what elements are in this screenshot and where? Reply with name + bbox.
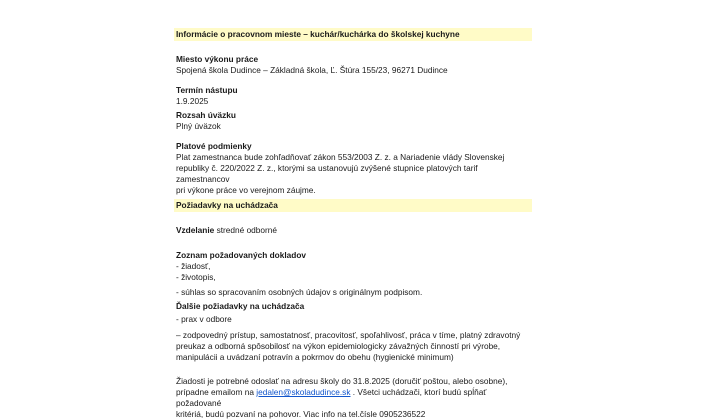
start-heading: Termín nástupu (176, 85, 238, 95)
footer-line-2 (176, 387, 532, 409)
scope-value: Plný úväzok (176, 121, 221, 131)
documents-item-2: - životopis, (176, 272, 216, 282)
education-label: Vzdelanie (176, 225, 215, 235)
email-link[interactable]: jedalen@skoladudince.sk (256, 387, 351, 397)
documents-item-3: - súhlas so spracovaním osobných údajov s originálnym podpisom. (176, 287, 423, 297)
footer-line-2-suffix: . Všetci uchádzači, ktorí budú spĺňať požadované (176, 387, 487, 408)
other-item-2-line-2: preukaz a odborná spôsobilosť na výkon epidemiologicky závažných činností pri výrobe, (176, 341, 501, 351)
footer-line-3: kritériá, budú pozvaní na pohovor. Viac info na tel.čísle 0905236522 (176, 409, 426, 419)
salary-line-2: republiky č. 220/2022 Z. z., ktorými sa ustanovujú zvýšené stupnice platových tarif zamestnancov (176, 163, 478, 184)
education-row (176, 225, 532, 236)
salary-line-3: pri výkone práce vo verejnom záujme. (176, 185, 316, 195)
page-title: Informácie o pracovnom mieste – kuchár/kuchárka do školskej kuchyne (174, 28, 532, 41)
workplace-heading: Miesto výkonu práce (176, 54, 259, 64)
other-item-1: - prax v odbore (176, 314, 232, 324)
other-item-2-line-3: manipulácii a uvádzaní potravín a pokrmov do obehu (hygienické minimum) (176, 352, 454, 362)
education-value: stredné odborné (214, 225, 278, 235)
other-item-2-line-1: – zodpovedný prístup, samostatnosť, pracovitosť, spoľahlivosť, práca v tíme, platný zdravotný (176, 330, 521, 340)
other-heading: Ďalšie požiadavky na uchádzača (176, 301, 305, 311)
footer-line-2-prefix: prípadne emailom na (176, 387, 257, 397)
start-value: 1.9.2025 (176, 96, 209, 106)
workplace-value: Spojená škola Dudince – Základná škola, Ľ. Štúra 155/23, 96271 Dudince (176, 65, 448, 75)
scope-heading: Rozsah úväzku (176, 110, 236, 120)
requirements-title: Požiadavky na uchádzača (174, 199, 532, 212)
salary-line-1: Plat zamestnanca bude zohľadňovať zákon 553/2003 Z. z. a Nariadenie vlády Slovenskej (176, 152, 505, 162)
documents-item-1: - žiadosť, (176, 261, 211, 271)
documents-heading: Zoznam požadovaných dokladov (176, 250, 307, 260)
job-posting-document (176, 28, 532, 420)
footer-line-1: Žiadosti je potrebné odoslať na adresu školy do 31.8.2025 (doručiť poštou, alebo osobne), (176, 376, 508, 386)
salary-heading: Platové podmienky (176, 141, 252, 151)
